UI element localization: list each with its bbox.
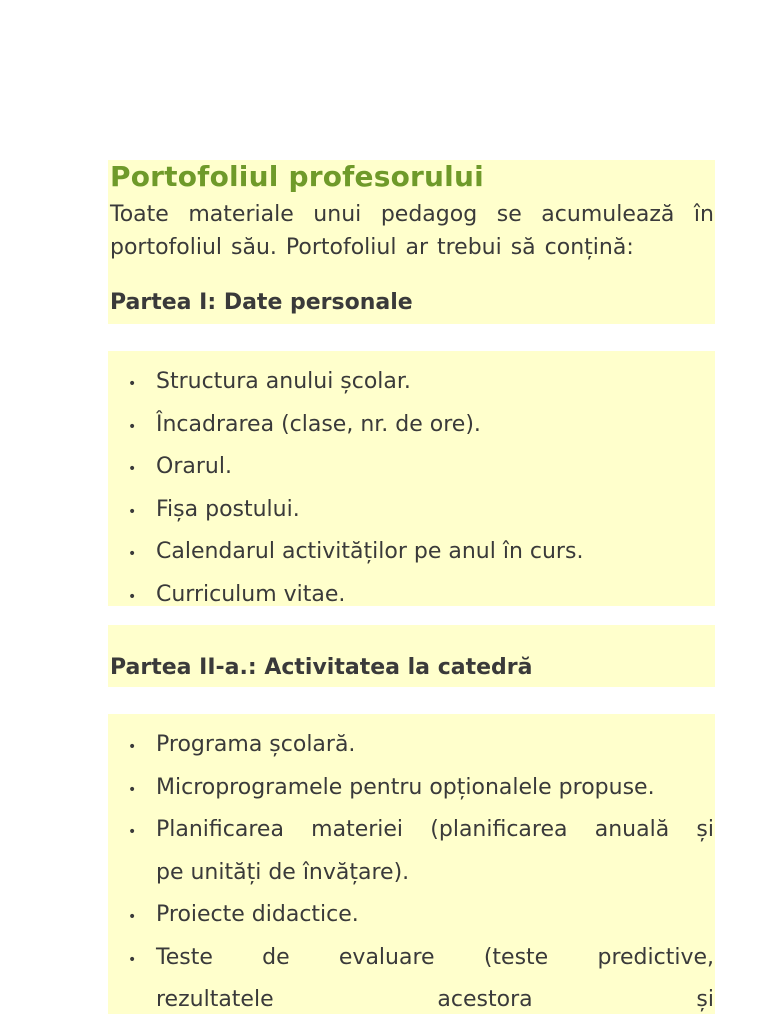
list-item: • Fișa postului. — [108, 489, 715, 532]
bullet-icon: • — [128, 376, 137, 392]
bullet-icon: • — [128, 588, 137, 605]
list-item: • Încadrarea (clase, nr. de ore). — [108, 404, 715, 447]
list-item: • Calendarul activităților pe anul în curs. — [108, 531, 715, 574]
section-heading: Partea II-a.: Activitatea la catedră — [110, 655, 533, 680]
bullet-icon: • — [128, 781, 137, 798]
teaching-activity-list — [108, 724, 715, 1022]
bullet-icon: • — [128, 909, 137, 925]
list-item-continuation: rezultatele acestora și — [156, 987, 714, 1012]
intro-line: Toate materiale unui pedagog se acumulează în — [110, 202, 714, 227]
section-heading-block — [108, 625, 715, 687]
intro-line: portofoliul său. Portofoliul ar trebui să conțină: — [110, 235, 634, 260]
bullet-icon: • — [128, 503, 137, 520]
list-item: • Curriculum vitae. — [108, 574, 715, 617]
list-item: • Teste de evaluare (teste predictive, — [108, 937, 715, 980]
bullet-icon: • — [128, 461, 137, 477]
list-item: • Proiecte didactice. — [108, 894, 715, 937]
list-item: • Planificarea materiei (planificarea anuală și — [108, 809, 715, 852]
page-title: Portofoliul profesorului — [110, 160, 484, 193]
teaching-activity-list-block — [108, 714, 715, 1014]
intro-block — [108, 160, 715, 324]
bullet-icon: • — [128, 824, 137, 840]
bullet-icon: • — [128, 739, 137, 755]
list-item: • Orarul. — [108, 446, 715, 489]
list-item: • Microprogramele pentru opționalele propuse. — [108, 767, 715, 810]
list-item-continuation: pe unități de învățare). — [156, 859, 410, 885]
bullet-icon: • — [128, 951, 137, 968]
bullet-icon: • — [128, 418, 137, 435]
intro-paragraph — [110, 198, 714, 264]
list-item: • Programa școlară. — [108, 724, 715, 767]
section-heading: Partea I: Date personale — [110, 290, 413, 315]
personal-data-list — [108, 361, 715, 616]
bullet-icon: • — [128, 546, 137, 562]
list-item: • Structura anului școlar. — [108, 361, 715, 404]
personal-data-list-block — [108, 351, 715, 606]
